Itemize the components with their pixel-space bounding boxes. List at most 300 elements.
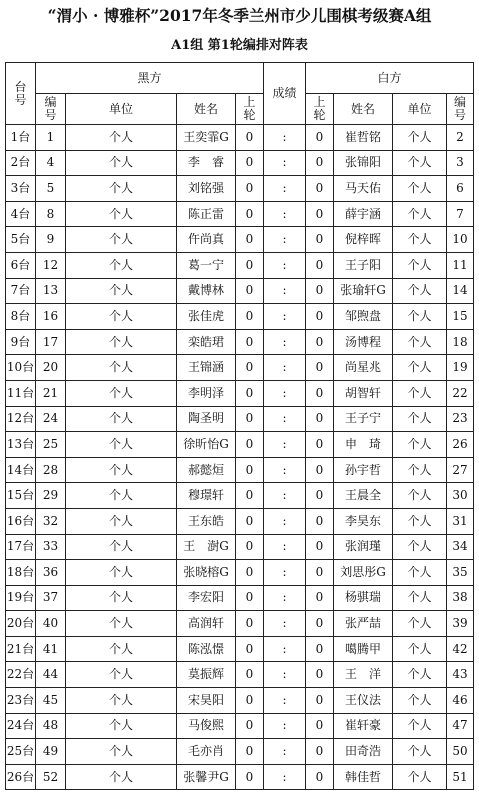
black-name-cell: 陈正雷 xyxy=(177,201,236,227)
table-row xyxy=(6,252,474,278)
white-prev-round-cell: 0 xyxy=(306,227,334,253)
black-number-cell: 1 xyxy=(36,125,66,151)
white-unit-cell: 个人 xyxy=(393,329,447,355)
table-row xyxy=(6,662,474,688)
white-prev-round-cell: 0 xyxy=(306,252,334,278)
black-name-cell: 穆璟轩 xyxy=(177,483,236,509)
table-row xyxy=(6,713,474,739)
black-prev-round-cell: 0 xyxy=(236,560,264,586)
black-unit-cell: 个人 xyxy=(66,304,177,330)
white-number-cell: 2 xyxy=(447,125,474,151)
white-unit-cell: 个人 xyxy=(393,662,447,688)
black-number-cell: 29 xyxy=(36,483,66,509)
white-prev-round-cell: 0 xyxy=(306,560,334,586)
black-number-cell: 41 xyxy=(36,636,66,662)
white-name-cell: 孙宇哲 xyxy=(334,457,393,483)
white-unit-cell: 个人 xyxy=(393,227,447,253)
black-prev-round-cell: 0 xyxy=(236,457,264,483)
white-prev-round-cell: 0 xyxy=(306,662,334,688)
result-cell: : xyxy=(264,125,306,151)
result-cell: : xyxy=(264,150,306,176)
header-white-num: 编 号 xyxy=(447,94,474,125)
table-number-cell: 8台 xyxy=(6,304,36,330)
black-number-cell: 9 xyxy=(36,227,66,253)
pairing-rows xyxy=(6,125,474,790)
black-name-cell: 王 澍G xyxy=(177,534,236,560)
white-unit-cell: 个人 xyxy=(393,304,447,330)
black-unit-cell: 个人 xyxy=(66,329,177,355)
white-number-cell: 30 xyxy=(447,483,474,509)
result-cell: : xyxy=(264,739,306,765)
white-unit-cell: 个人 xyxy=(393,380,447,406)
black-prev-round-cell: 0 xyxy=(236,534,264,560)
white-number-cell: 23 xyxy=(447,406,474,432)
white-name-cell: 申 琦 xyxy=(334,432,393,458)
table-number-cell: 17台 xyxy=(6,534,36,560)
black-unit-cell: 个人 xyxy=(66,662,177,688)
white-number-cell: 46 xyxy=(447,688,474,714)
table-row xyxy=(6,278,474,304)
black-number-cell: 52 xyxy=(36,764,66,790)
black-name-cell: 陈泓憬 xyxy=(177,636,236,662)
table-row xyxy=(6,560,474,586)
black-name-cell: 戴博林 xyxy=(177,278,236,304)
black-name-cell: 栾皓珺 xyxy=(177,329,236,355)
table-row xyxy=(6,764,474,790)
header-white: 白方 xyxy=(306,63,474,94)
white-number-cell: 31 xyxy=(447,508,474,534)
pairing-table xyxy=(5,62,474,790)
black-prev-round-cell: 0 xyxy=(236,662,264,688)
black-unit-cell: 个人 xyxy=(66,278,177,304)
white-prev-round-cell: 0 xyxy=(306,150,334,176)
white-name-cell: 张润瑾 xyxy=(334,534,393,560)
white-unit-cell: 个人 xyxy=(393,688,447,714)
white-number-cell: 14 xyxy=(447,278,474,304)
white-unit-cell: 个人 xyxy=(393,560,447,586)
header-black-num: 编 号 xyxy=(36,94,66,125)
white-prev-round-cell: 0 xyxy=(306,739,334,765)
black-prev-round-cell: 0 xyxy=(236,125,264,151)
white-prev-round-cell: 0 xyxy=(306,125,334,151)
black-name-cell: 李 睿 xyxy=(177,150,236,176)
table-row xyxy=(6,406,474,432)
table-number-cell: 25台 xyxy=(6,739,36,765)
black-number-cell: 48 xyxy=(36,713,66,739)
result-cell: : xyxy=(264,227,306,253)
white-name-cell: 王子阳 xyxy=(334,252,393,278)
white-unit-cell: 个人 xyxy=(393,508,447,534)
black-number-cell: 33 xyxy=(36,534,66,560)
result-cell: : xyxy=(264,611,306,637)
black-name-cell: 宋昊阳 xyxy=(177,688,236,714)
page-subtitle: A1组 第1轮编排对阵表 xyxy=(171,38,308,53)
result-cell: : xyxy=(264,585,306,611)
black-number-cell: 4 xyxy=(36,150,66,176)
white-unit-cell: 个人 xyxy=(393,585,447,611)
table-number-cell: 2台 xyxy=(6,150,36,176)
white-number-cell: 11 xyxy=(447,252,474,278)
black-unit-cell: 个人 xyxy=(66,150,177,176)
white-number-cell: 19 xyxy=(447,355,474,381)
result-cell: : xyxy=(264,252,306,278)
result-cell: : xyxy=(264,406,306,432)
white-name-cell: 张瑜轩G xyxy=(334,278,393,304)
white-name-cell: 李昊东 xyxy=(334,508,393,534)
black-unit-cell: 个人 xyxy=(66,252,177,278)
white-unit-cell: 个人 xyxy=(393,278,447,304)
black-number-cell: 25 xyxy=(36,432,66,458)
white-unit-cell: 个人 xyxy=(393,611,447,637)
table-number-cell: 16台 xyxy=(6,508,36,534)
black-prev-round-cell: 0 xyxy=(236,688,264,714)
black-name-cell: 徐昕怡G xyxy=(177,432,236,458)
white-unit-cell: 个人 xyxy=(393,534,447,560)
table-row xyxy=(6,585,474,611)
result-cell: : xyxy=(264,534,306,560)
black-prev-round-cell: 0 xyxy=(236,304,264,330)
white-number-cell: 47 xyxy=(447,713,474,739)
table-number-cell: 11台 xyxy=(6,380,36,406)
result-cell: : xyxy=(264,457,306,483)
black-name-cell: 王锦涵 xyxy=(177,355,236,381)
white-prev-round-cell: 0 xyxy=(306,201,334,227)
black-unit-cell: 个人 xyxy=(66,406,177,432)
white-prev-round-cell: 0 xyxy=(306,278,334,304)
black-unit-cell: 个人 xyxy=(66,508,177,534)
white-unit-cell: 个人 xyxy=(393,125,447,151)
table-number-cell: 7台 xyxy=(6,278,36,304)
header-black: 黑方 xyxy=(36,63,264,94)
black-name-cell: 张佳虎 xyxy=(177,304,236,330)
white-name-cell: 崔轩豪 xyxy=(334,713,393,739)
black-number-cell: 20 xyxy=(36,355,66,381)
result-cell: : xyxy=(264,688,306,714)
result-cell: : xyxy=(264,483,306,509)
white-unit-cell: 个人 xyxy=(393,355,447,381)
result-cell: : xyxy=(264,560,306,586)
white-name-cell: 王 洋 xyxy=(334,662,393,688)
table-number-cell: 13台 xyxy=(6,432,36,458)
page-title: “渭小 · 博雅杯”2017年冬季兰州市少儿围棋考级赛A组 xyxy=(47,6,432,25)
white-name-cell: 尚星兆 xyxy=(334,355,393,381)
black-unit-cell: 个人 xyxy=(66,560,177,586)
table-number-cell: 5台 xyxy=(6,227,36,253)
black-name-cell: 李明泽 xyxy=(177,380,236,406)
white-name-cell: 薛宇涵 xyxy=(334,201,393,227)
result-cell: : xyxy=(264,380,306,406)
black-unit-cell: 个人 xyxy=(66,534,177,560)
white-prev-round-cell: 0 xyxy=(306,611,334,637)
black-prev-round-cell: 0 xyxy=(236,764,264,790)
table-number-cell: 21台 xyxy=(6,636,36,662)
table-number-cell: 14台 xyxy=(6,457,36,483)
black-unit-cell: 个人 xyxy=(66,483,177,509)
table-number-cell: 24台 xyxy=(6,713,36,739)
white-prev-round-cell: 0 xyxy=(306,636,334,662)
white-prev-round-cell: 0 xyxy=(306,688,334,714)
white-number-cell: 22 xyxy=(447,380,474,406)
result-cell: : xyxy=(264,508,306,534)
white-unit-cell: 个人 xyxy=(393,713,447,739)
black-name-cell: 高润轩 xyxy=(177,611,236,637)
result-cell: : xyxy=(264,176,306,202)
white-name-cell: 邹煦盘 xyxy=(334,304,393,330)
table-row xyxy=(6,636,474,662)
table-number-cell: 19台 xyxy=(6,585,36,611)
white-name-cell: 刘思彤G xyxy=(334,560,393,586)
black-unit-cell: 个人 xyxy=(66,432,177,458)
white-number-cell: 34 xyxy=(447,534,474,560)
table-number-cell: 3台 xyxy=(6,176,36,202)
white-prev-round-cell: 0 xyxy=(306,176,334,202)
white-unit-cell: 个人 xyxy=(393,252,447,278)
table-row xyxy=(6,304,474,330)
white-unit-cell: 个人 xyxy=(393,739,447,765)
result-cell: : xyxy=(264,304,306,330)
table-number-cell: 4台 xyxy=(6,201,36,227)
black-name-cell: 王奕霏G xyxy=(177,125,236,151)
white-name-cell: 张锦阳 xyxy=(334,150,393,176)
table-number-cell: 20台 xyxy=(6,611,36,637)
white-prev-round-cell: 0 xyxy=(306,713,334,739)
table-row xyxy=(6,457,474,483)
white-number-cell: 6 xyxy=(447,176,474,202)
black-number-cell: 49 xyxy=(36,739,66,765)
header-white-name: 姓名 xyxy=(334,94,393,125)
result-cell: : xyxy=(264,713,306,739)
white-prev-round-cell: 0 xyxy=(306,534,334,560)
table-row xyxy=(6,432,474,458)
black-prev-round-cell: 0 xyxy=(236,739,264,765)
header-white-prev: 上 轮 xyxy=(306,94,334,125)
black-number-cell: 5 xyxy=(36,176,66,202)
black-name-cell: 葛一宁 xyxy=(177,252,236,278)
table-row xyxy=(6,688,474,714)
white-number-cell: 35 xyxy=(447,560,474,586)
table-number-cell: 23台 xyxy=(6,688,36,714)
result-cell: : xyxy=(264,278,306,304)
white-prev-round-cell: 0 xyxy=(306,585,334,611)
white-prev-round-cell: 0 xyxy=(306,329,334,355)
table-number-cell: 15台 xyxy=(6,483,36,509)
black-unit-cell: 个人 xyxy=(66,611,177,637)
white-name-cell: 倪梓晖 xyxy=(334,227,393,253)
white-prev-round-cell: 0 xyxy=(306,508,334,534)
header-white-unit: 单位 xyxy=(393,94,447,125)
white-name-cell: 田奇浩 xyxy=(334,739,393,765)
white-unit-cell: 个人 xyxy=(393,636,447,662)
white-name-cell: 噶腾甲 xyxy=(334,636,393,662)
header-black-unit: 单位 xyxy=(66,94,177,125)
black-unit-cell: 个人 xyxy=(66,764,177,790)
black-name-cell: 张晓榕G xyxy=(177,560,236,586)
black-prev-round-cell: 0 xyxy=(236,150,264,176)
white-number-cell: 3 xyxy=(447,150,474,176)
black-name-cell: 陶圣明 xyxy=(177,406,236,432)
black-prev-round-cell: 0 xyxy=(236,176,264,202)
table-row xyxy=(6,125,474,151)
black-prev-round-cell: 0 xyxy=(236,611,264,637)
table-number-cell: 12台 xyxy=(6,406,36,432)
black-name-cell: 莫振辉 xyxy=(177,662,236,688)
black-unit-cell: 个人 xyxy=(66,125,177,151)
white-number-cell: 27 xyxy=(447,457,474,483)
table-number-cell: 6台 xyxy=(6,252,36,278)
table-row xyxy=(6,329,474,355)
header-black-prev: 上 轮 xyxy=(236,94,264,125)
white-number-cell: 10 xyxy=(447,227,474,253)
black-prev-round-cell: 0 xyxy=(236,201,264,227)
white-prev-round-cell: 0 xyxy=(306,483,334,509)
black-number-cell: 13 xyxy=(36,278,66,304)
white-number-cell: 15 xyxy=(447,304,474,330)
black-prev-round-cell: 0 xyxy=(236,585,264,611)
table-row xyxy=(6,483,474,509)
table-row xyxy=(6,611,474,637)
black-unit-cell: 个人 xyxy=(66,457,177,483)
table-row xyxy=(6,739,474,765)
table-row xyxy=(6,380,474,406)
table-row xyxy=(6,355,474,381)
result-cell: : xyxy=(264,662,306,688)
white-number-cell: 43 xyxy=(447,662,474,688)
black-number-cell: 24 xyxy=(36,406,66,432)
black-name-cell: 郝懿烜 xyxy=(177,457,236,483)
black-number-cell: 17 xyxy=(36,329,66,355)
white-unit-cell: 个人 xyxy=(393,764,447,790)
black-name-cell: 张馨尹G xyxy=(177,764,236,790)
black-number-cell: 16 xyxy=(36,304,66,330)
black-prev-round-cell: 0 xyxy=(236,636,264,662)
black-unit-cell: 个人 xyxy=(66,176,177,202)
black-number-cell: 45 xyxy=(36,688,66,714)
white-number-cell: 26 xyxy=(447,432,474,458)
black-unit-cell: 个人 xyxy=(66,713,177,739)
white-name-cell: 马天佑 xyxy=(334,176,393,202)
white-prev-round-cell: 0 xyxy=(306,432,334,458)
black-unit-cell: 个人 xyxy=(66,201,177,227)
white-unit-cell: 个人 xyxy=(393,201,447,227)
black-prev-round-cell: 0 xyxy=(236,406,264,432)
table-row xyxy=(6,227,474,253)
result-cell: : xyxy=(264,201,306,227)
white-name-cell: 王仪法 xyxy=(334,688,393,714)
black-prev-round-cell: 0 xyxy=(236,355,264,381)
table-row xyxy=(6,534,474,560)
white-prev-round-cell: 0 xyxy=(306,304,334,330)
white-name-cell: 胡智轩 xyxy=(334,380,393,406)
black-number-cell: 44 xyxy=(36,662,66,688)
white-name-cell: 崔哲铭 xyxy=(334,125,393,151)
result-cell: : xyxy=(264,329,306,355)
header-table-no: 台 号 xyxy=(6,63,36,125)
black-name-cell: 仵尚真 xyxy=(177,227,236,253)
black-prev-round-cell: 0 xyxy=(236,227,264,253)
black-unit-cell: 个人 xyxy=(66,636,177,662)
white-unit-cell: 个人 xyxy=(393,432,447,458)
white-name-cell: 汤博程 xyxy=(334,329,393,355)
black-prev-round-cell: 0 xyxy=(236,278,264,304)
black-unit-cell: 个人 xyxy=(66,380,177,406)
table-number-cell: 26台 xyxy=(6,764,36,790)
white-prev-round-cell: 0 xyxy=(306,764,334,790)
table-number-cell: 22台 xyxy=(6,662,36,688)
black-prev-round-cell: 0 xyxy=(236,432,264,458)
table-number-cell: 10台 xyxy=(6,355,36,381)
white-prev-round-cell: 0 xyxy=(306,406,334,432)
black-unit-cell: 个人 xyxy=(66,585,177,611)
white-prev-round-cell: 0 xyxy=(306,380,334,406)
header-black-name: 姓名 xyxy=(177,94,236,125)
white-number-cell: 38 xyxy=(447,585,474,611)
white-prev-round-cell: 0 xyxy=(306,355,334,381)
white-name-cell: 杨骐瑞 xyxy=(334,585,393,611)
white-name-cell: 韩佳哲 xyxy=(334,764,393,790)
black-unit-cell: 个人 xyxy=(66,739,177,765)
black-number-cell: 32 xyxy=(36,508,66,534)
white-unit-cell: 个人 xyxy=(393,406,447,432)
table-row xyxy=(6,508,474,534)
black-unit-cell: 个人 xyxy=(66,227,177,253)
black-name-cell: 马俊熙 xyxy=(177,713,236,739)
black-name-cell: 王东皓 xyxy=(177,508,236,534)
white-name-cell: 王子宁 xyxy=(334,406,393,432)
black-name-cell: 毛亦肖 xyxy=(177,739,236,765)
table-row xyxy=(6,176,474,202)
black-unit-cell: 个人 xyxy=(66,355,177,381)
black-number-cell: 36 xyxy=(36,560,66,586)
black-number-cell: 21 xyxy=(36,380,66,406)
result-cell: : xyxy=(264,432,306,458)
black-number-cell: 28 xyxy=(36,457,66,483)
table-number-cell: 9台 xyxy=(6,329,36,355)
white-number-cell: 18 xyxy=(447,329,474,355)
black-name-cell: 刘铭强 xyxy=(177,176,236,202)
black-number-cell: 37 xyxy=(36,585,66,611)
table-number-cell: 18台 xyxy=(6,560,36,586)
white-name-cell: 张严喆 xyxy=(334,611,393,637)
black-prev-round-cell: 0 xyxy=(236,508,264,534)
white-name-cell: 王晨全 xyxy=(334,483,393,509)
black-prev-round-cell: 0 xyxy=(236,713,264,739)
black-prev-round-cell: 0 xyxy=(236,329,264,355)
result-cell: : xyxy=(264,764,306,790)
black-number-cell: 40 xyxy=(36,611,66,637)
table-row xyxy=(6,150,474,176)
white-unit-cell: 个人 xyxy=(393,150,447,176)
white-prev-round-cell: 0 xyxy=(306,457,334,483)
white-number-cell: 51 xyxy=(447,764,474,790)
white-unit-cell: 个人 xyxy=(393,483,447,509)
black-number-cell: 8 xyxy=(36,201,66,227)
white-number-cell: 39 xyxy=(447,611,474,637)
white-number-cell: 50 xyxy=(447,739,474,765)
white-unit-cell: 个人 xyxy=(393,457,447,483)
white-unit-cell: 个人 xyxy=(393,176,447,202)
result-cell: : xyxy=(264,636,306,662)
white-number-cell: 7 xyxy=(447,201,474,227)
result-cell: : xyxy=(264,355,306,381)
white-number-cell: 42 xyxy=(447,636,474,662)
header-result: 成绩 xyxy=(264,63,306,125)
black-prev-round-cell: 0 xyxy=(236,483,264,509)
table-number-cell: 1台 xyxy=(6,125,36,151)
black-name-cell: 李宏阳 xyxy=(177,585,236,611)
table-row xyxy=(6,201,474,227)
black-unit-cell: 个人 xyxy=(66,688,177,714)
black-prev-round-cell: 0 xyxy=(236,252,264,278)
